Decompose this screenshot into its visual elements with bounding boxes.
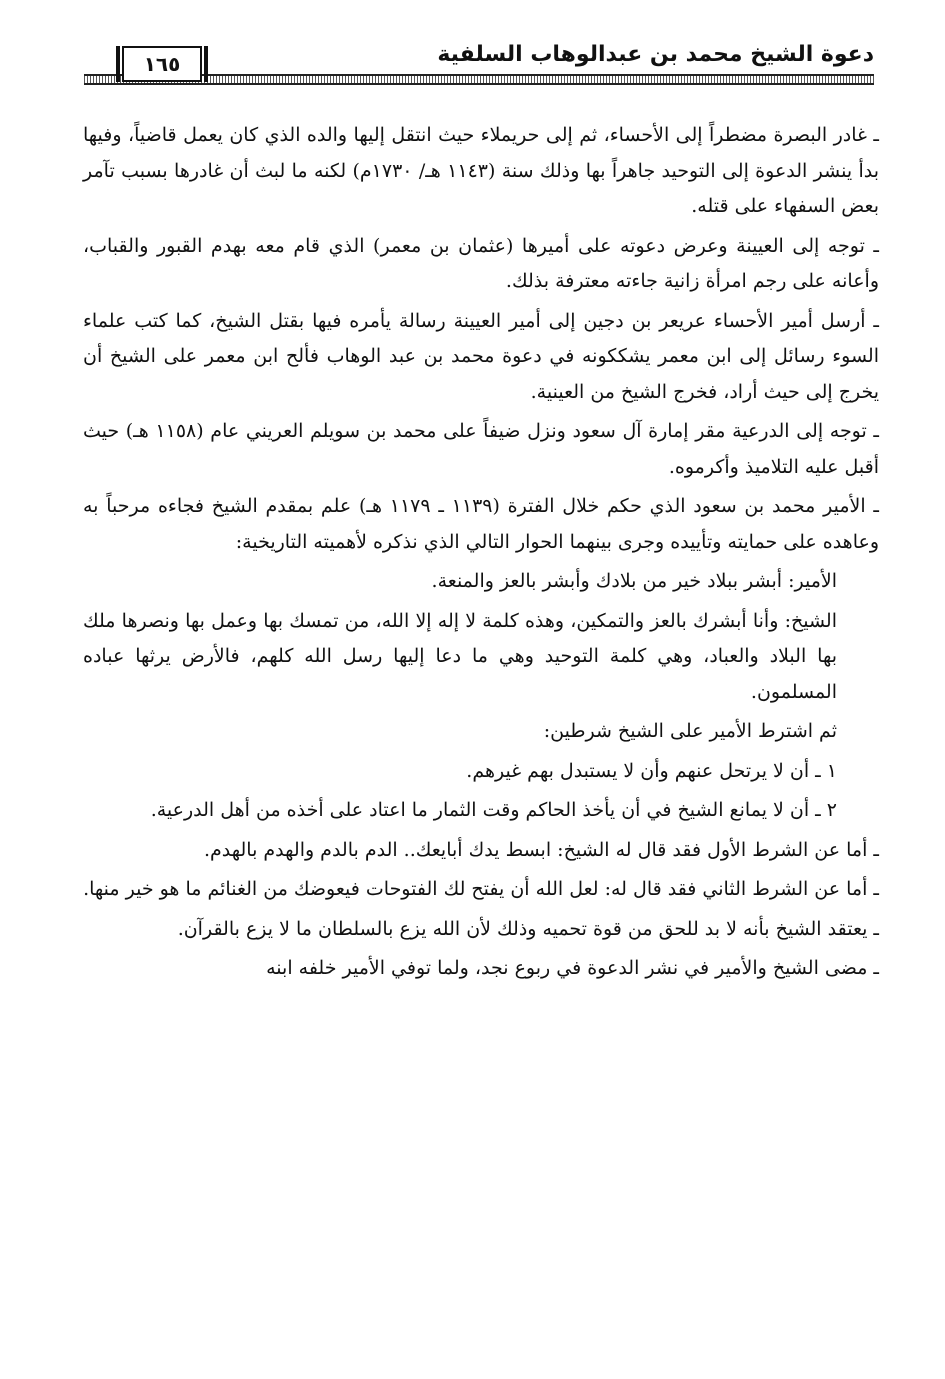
condition-two: ٢ ـ أن لا يمانع الشيخ في أن يأخذ الحاكم وقت الثمار ما اعتاد على أخذه من أهل الدرعية. (150, 799, 837, 821)
page-number: ١٦٥ (122, 46, 202, 82)
paragraph-leaving-basra: ـ غادر البصرة مضطراً إلى الأحساء، ثم إلى حريملاء حيث انتقل إليها والده الذي كان يعمل قاضياً، وفيها بدأ ينشر الدعوة إلى التوحيد جاهراً بها وذلك سنة (١١٤٣ هـ/ ١٧٣٠م) لكنه ما لبث أن غادرها بسبب تآمر بعض السفهاء على قتله. (83, 124, 879, 217)
dialogue-emir: الأمير: أبشر ببلاد خير من بلادك وأبشر بالعز والمنعة. (431, 570, 837, 592)
paragraph-diriyah: ـ توجه إلى الدرعية مقر إمارة آل سعود ونزل ضيفاً على محمد بن سويلم العريني عام (١١٥٨ هـ) حيث أقبل عليه التلاميذ وأكرموه. (83, 420, 879, 478)
header-title: دعوة الشيخ محمد بن عبدالوهاب السلفية (437, 42, 874, 67)
paragraph-uyaynah: ـ توجه إلى العيينة وعرض دعوته على أميرها (عثمان بن معمر) الذي قام معه بهدم القبور والقباب، وأعانه على رجم امرأة زانية جاءته معترفة بذلك. (83, 234, 879, 292)
paragraph-second-condition-answer: ـ أما عن الشرط الثاني فقد قال له: لعل الله أن يفتح لك الفتوحات فيعوضك من الغنائم ما هو خير منها. (83, 878, 879, 900)
condition-one: ١ ـ أن لا يرتحل عنهم وأن لا يستبدل بهم غيرهم. (466, 759, 837, 782)
paragraph-spreading-dawah: ـ مضى الشيخ والأمير في نشر الدعوة في ربوع نجد، ولما توفي الأمير خلفه ابنه (266, 957, 879, 979)
dialogue-sheikh: الشيخ: وأنا أبشرك بالعز والتمكين، وهذه كلمة لا إله إلا الله، من تمسك بها وعمل بها ونصرها ملك بها البلاد والعباد، وهي كلمة التوحيد وهي ما دعا إليها رسل الله كلهم، فالأرض يرثها عباده المسلمون. (83, 609, 837, 703)
running-header (84, 38, 874, 88)
page-body (83, 118, 879, 991)
paragraph-two-conditions: ثم اشترط الأمير على الشيخ شرطين: (543, 720, 837, 742)
paragraph-ahsa-letter: ـ أرسل أمير الأحساء عريعر بن دجين إلى أمير العيينة رسالة يأمره فيها بقتل الشيخ، كما كتب علماء السوء رسائل إلى ابن معمر يشككونه في دعوة محمد بن عبد الوهاب فألح ابن معمر على الشيخ أن يخرج إلى حيث أراد، فخرج الشيخ من العينية. (83, 309, 879, 403)
paragraph-power-of-truth: ـ يعتقد الشيخ بأنه لا بد للحق من قوة تحميه وذلك لأن الله يزع بالسلطان ما لا يزع بالقرآن. (177, 917, 879, 940)
header-rule (84, 74, 874, 85)
paragraph-first-condition-answer: ـ أما عن الشرط الأول فقد قال له الشيخ: ابسط يدك أبايعك.. الدم بالدم والهدم بالهدم. (203, 838, 879, 861)
paragraph-muhammad-bin-saud: ـ الأمير محمد بن سعود الذي حكم خلال الفترة (١١٣٩ ـ ١١٧٩ هـ) علم بمقدم الشيخ فجاءه مرحباً به وعاهده على حمايته وتأييده وجرى بينهما الحوار التالي الذي نذكره لأهميته التاريخية: (83, 495, 879, 553)
